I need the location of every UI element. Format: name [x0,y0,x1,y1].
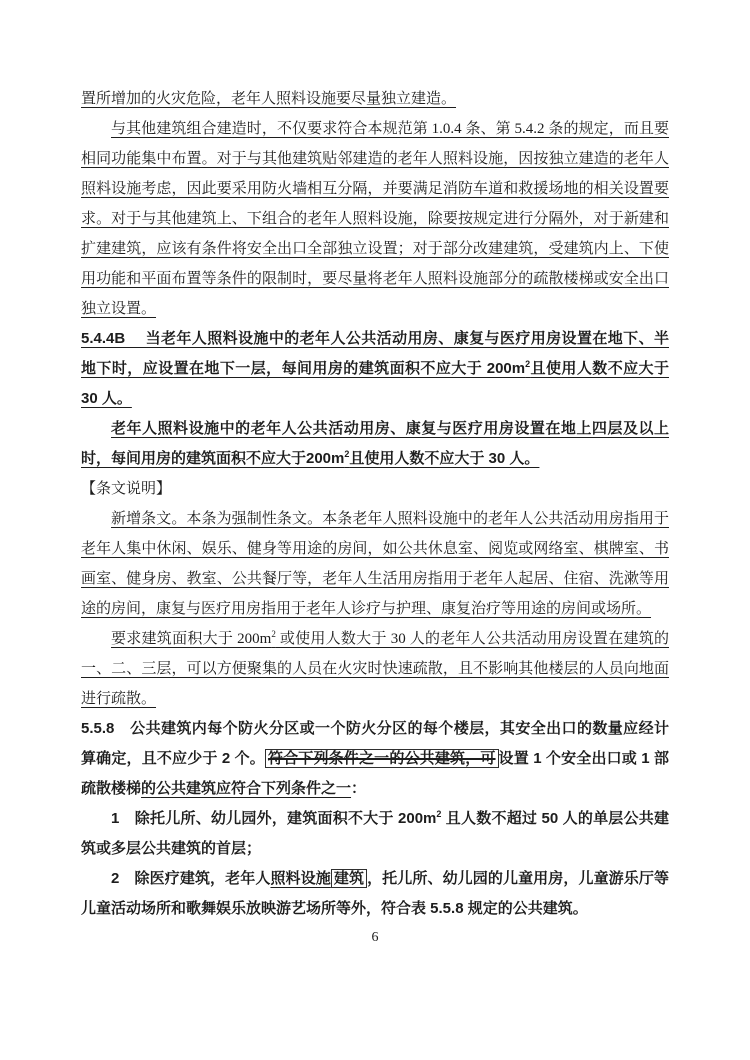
text-segment: 与其他建筑组合建造时，不仅要求符合本规范第 1.0.4 条、第 5.4.2 条的规定，而且要相同功能集中布置。对于与其他建筑贴邻建造的老年人照料设施，因按独立建造的老年人照料设施考虑，因此要采用防火墙相互分隔，并要满足消防车道和救援场地的相关设置要求。对于与其他建筑上、下组合的老年人照料设施，除要按规定进行分隔外，对于新建和扩建建筑，应该有条件将安全出口全部独立设置；对于部分改建建筑，受建筑内上、下使用功能和平面布置等条件的限制时，要尽量将老年人照料设施部分的疏散楼梯或安全出口独立设置。 [81,121,669,317]
revision-boxed-text: 建筑 [331,869,367,888]
clause-5-5-8 [81,714,669,804]
text-segment: 【条文说明】 [81,481,172,497]
text-segment: 新增条文。本条为强制性条文。本条老年人照料设施中的老年人公共活动用房指用于老年人集中休闲、娱乐、健身等用途的房间，如公共休息室、阅览或网络室、棋牌室、书画室、健身房、教室、公共餐厅等，老年人生活用房指用于老年人起居、住宿、洗漱等用途的房间，康复与医疗用房指用于老年人诊疗与护理、康复治疗等用途的房间或场所。 [81,511,669,617]
revision-inserted-text: 的公共建筑应符合下列条件之一 [141,780,352,797]
text-segment: 置所增加的火灾危险，老年人照料设施要尽量独立建造。 [81,91,457,107]
revision-deleted-text-box: 符合下列条件之一的公共建筑，可 [265,749,499,768]
para-overflow-from-previous-page [81,84,669,114]
text-segment: 5.4.4B 当老年人照料设施中的老年人公共活动用房、康复与医疗用房设置在地下、半地下时，应设置在地下一层，每间用房的建筑面积不应大于 200m [81,330,669,377]
explanation-label [81,474,669,504]
text-segment: 2 除医疗建筑，老年人 [111,870,271,887]
text-segment: 且使用人数不应大于 30 人。 [349,450,540,467]
superscript: 2 [344,449,350,459]
document-body [81,84,669,924]
text-segment: 要求建筑面积大于 200m [111,631,272,647]
superscript: 2 [436,809,442,819]
page-number: 6 [371,930,379,945]
superscript: 2 [525,359,531,369]
text-segment: 且使用人数不应大于 30 人。 [81,360,669,407]
text-segment: 老年人照料设施中的老年人公共活动用房、康复与医疗用房设置在地上四层及以上时，每间用房的建筑面积不应大于200m [81,420,669,467]
text-segment: ： [351,780,367,797]
para-combined-construction [81,114,669,324]
explanation-para2 [81,624,669,714]
text-segment: 1 除托儿所、幼儿园外，建筑面积不大于 200m [111,810,437,827]
explanation-para1 [81,504,669,624]
clause-5-4-4B-para2 [81,414,669,474]
revision-inserted-text: 照料设施 [270,870,331,887]
text-segment: ，托儿所、幼儿园的儿童用房，儿童游乐厅等儿童活动场所和歌舞娱乐放映游艺场所等外，符合表 5.5.8 规定的公共建筑。 [81,870,669,917]
text-segment: 设置 1 个安全出口或 1 部疏散楼梯 [81,750,669,797]
text-segment: 5.5.8 公共建筑内每个防火分区或一个防火分区的每个楼层，其安全出口的数量应经计算确定，且不应少于 2 个。 [81,720,669,767]
clause-5-5-8-item1 [81,804,669,864]
clause-5-4-4B [81,324,669,414]
clause-5-5-8-item2 [81,864,669,924]
text-segment: 且人数不超过 50 人的单层公共建筑或多层公共建筑的首层； [81,810,669,857]
text-segment: 或使用人数大于 30 人的老年人公共活动用房设置在建筑的一、二、三层，可以方便聚集的人员在火灾时快速疏散，且不影响其他楼层的人员向地面进行疏散。 [81,631,669,707]
superscript: 2 [271,629,276,639]
